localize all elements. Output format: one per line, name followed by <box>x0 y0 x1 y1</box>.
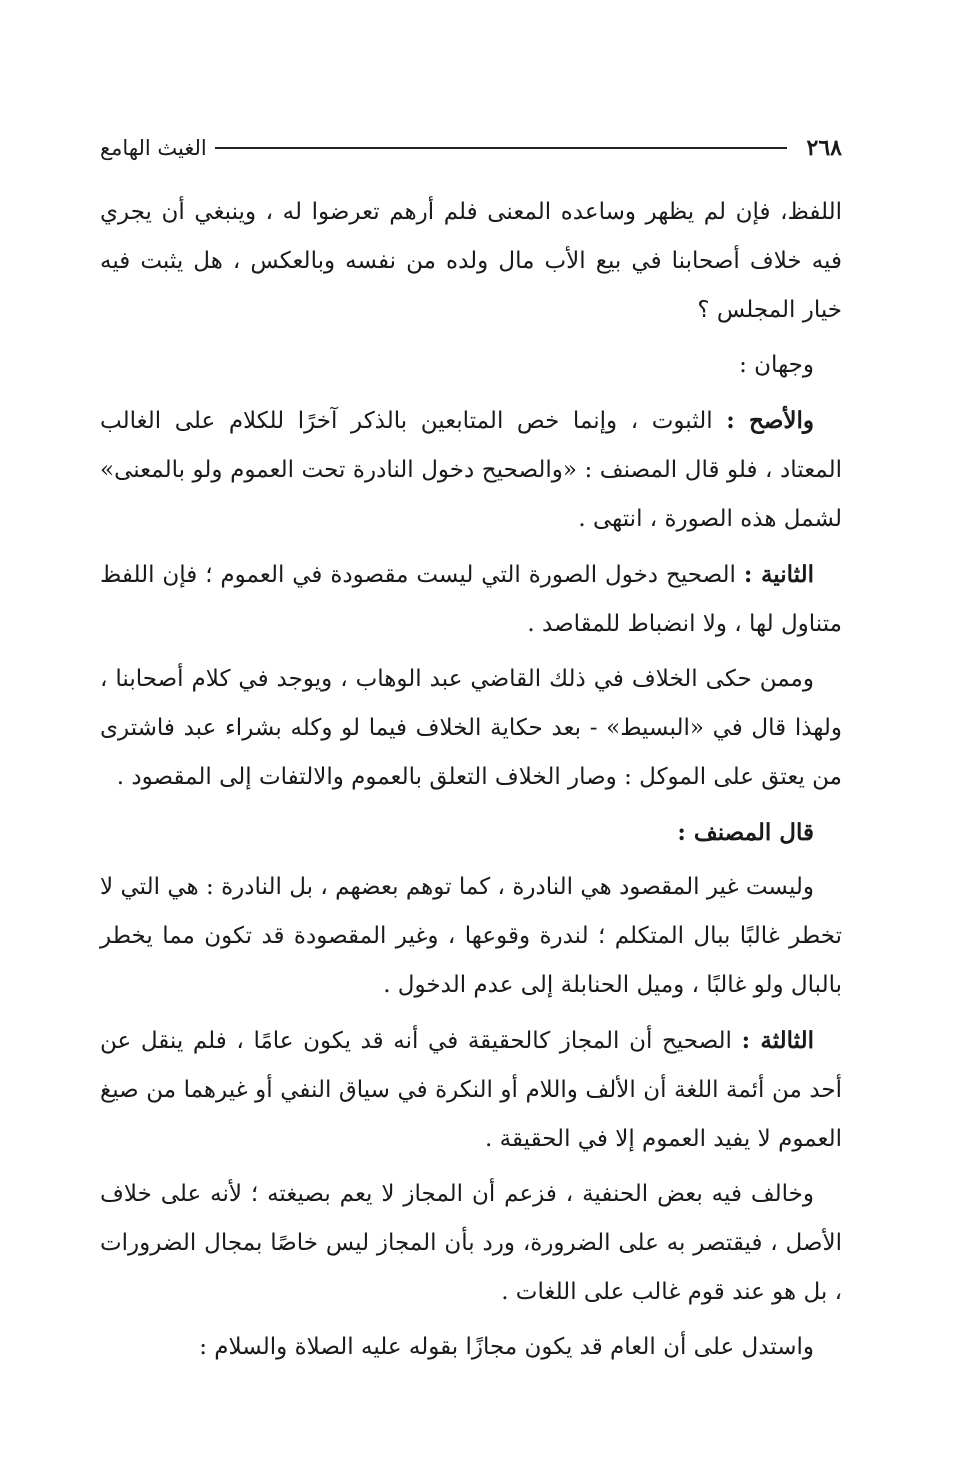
paragraph-9: واستدل على أن العام قد يكون مجازًا بقوله عليه الصلاة والسلام : <box>199 1334 814 1360</box>
page-body <box>100 188 842 1378</box>
paragraph-4-lead: الثانية : <box>743 561 814 588</box>
section-heading: قال المصنف : <box>677 819 814 846</box>
paragraph-5: وممن حكى الخلاف في ذلك القاضي عبد الوهاب ، ويوجد في كلام أصحابنا ، ولهذا قال في «البسيط» - بعد حكاية الخلاف فيما لو وكله بشراء عبد فاشترى من يعتق على الموكل : وصار الخلاف التعلق بالعموم والالتفات إلى المقصود . <box>100 666 842 790</box>
page-header <box>100 128 842 168</box>
paragraph-2: وجهان : <box>739 352 814 378</box>
paragraph-7-text: الصحيح أن المجاز كالحقيقة في أنه قد يكون عامًا ، فلم ينقل عن أحد من أئمة اللغة أن الألف واللام أو النكرة في سياق النفي أو غيرهما من صيغ العموم لا يفيد العموم إلا في الحقيقة . <box>100 1028 842 1152</box>
page-number: ٢٦٨ <box>806 135 842 161</box>
paragraph-4-text: الصحيح دخول الصورة التي ليست مقصودة في العموم ؛ فإن اللفظ متناول لها ، ولا انضباط للمقاصد . <box>100 562 842 637</box>
paragraph-4 <box>100 550 842 649</box>
paragraph-1: اللفظ، فإن لم يظهر وساعده المعنى فلم أرهم تعرضوا له ، وينبغي أن يجري فيه خلاف أصحابنا في بيع الأب مال ولده من نفسه وبالعكس ، هل يثبت فيه خيار المجلس ؟ <box>100 199 842 323</box>
paragraph-7 <box>100 1016 842 1164</box>
paragraph-3-lead: والأصح : <box>726 407 814 434</box>
header-rule <box>215 147 787 149</box>
scan-speck <box>24 1312 38 1326</box>
paragraph-3-text: الثبوت ، وإنما خص المتابعين بالذكر آخرًا للكلام على الغالب المعتاد ، فلو قال المصنف : «والصحيح دخول النادرة تحت العموم ولو بالمعنى» لشمل هذه الصورة ، انتهى . <box>100 408 842 532</box>
paragraph-3 <box>100 396 842 544</box>
running-title: الغيث الهامع <box>100 136 207 160</box>
paragraph-8: وخالف فيه بعض الحنفية ، فزعم أن المجاز لا يعم بصيغته ؛ لأنه على خلاف الأصل ، فيقتصر به على الضرورة، ورد بأن المجاز ليس خاصًا بمجال الضرورات ، بل هو عند قوم غالب على اللغات . <box>100 1181 842 1305</box>
paragraph-7-lead: الثالثة : <box>741 1027 814 1054</box>
paragraph-6: وليست غير المقصود هي النادرة ، كما توهم بعضهم ، بل النادرة : هي التي لا تخطر غالبًا ببال المتكلم ؛ لندرة وقوعها ، وغير المقصودة قد تكون مما يخطر بالبال ولو غالبًا ، وميل الحنابلة إلى عدم الدخول . <box>100 874 842 998</box>
